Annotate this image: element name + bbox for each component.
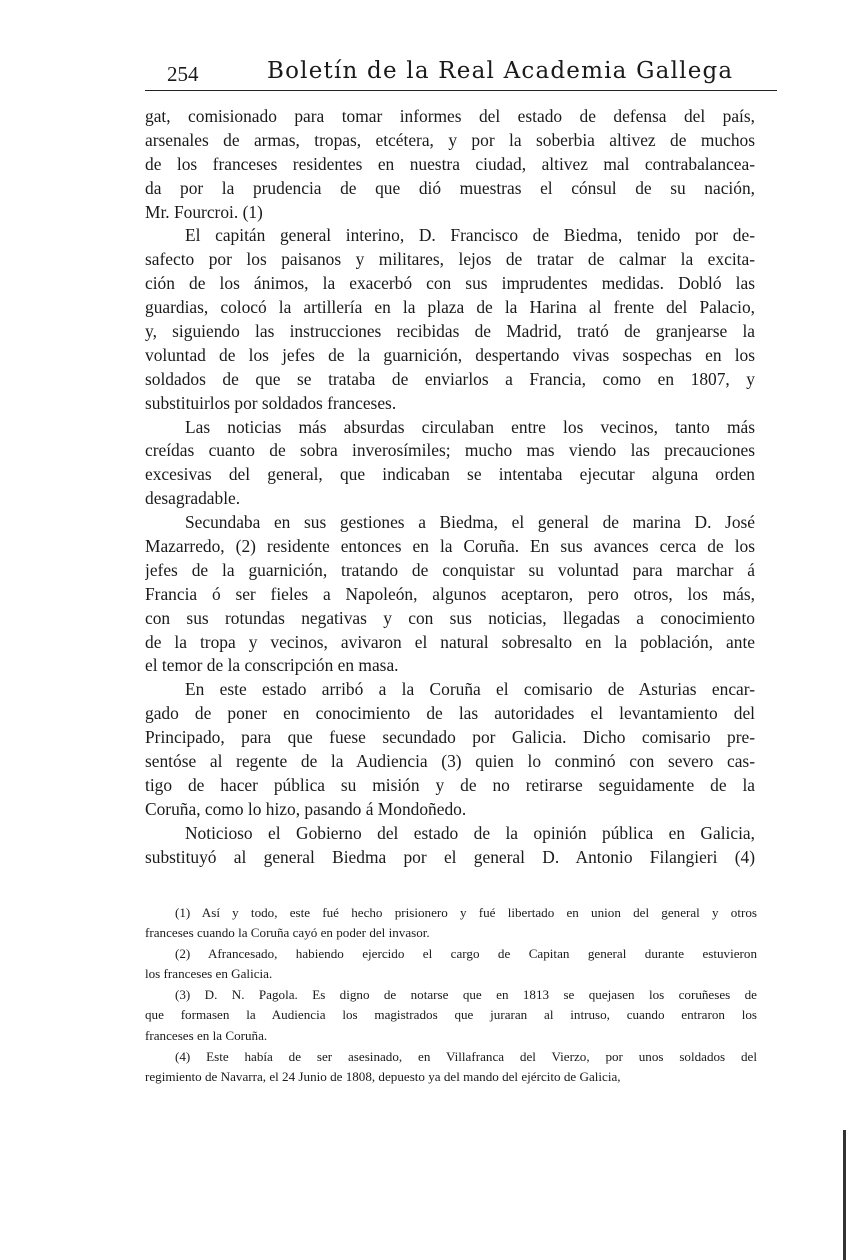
body-line: substituirlos por soldados franceses.	[145, 392, 397, 413]
body-line: guardias, colocó la artillería en la plaza de la Harina al frente del Palacio,	[145, 297, 755, 318]
footnote-4: (4) Este había de ser asesinado, en Villafranca del Vierzo, por unos soldados del	[175, 1048, 757, 1064]
page-number: 254	[167, 62, 199, 86]
body-line: con sus rotundas negativas y con sus noticias, llegadas a conocimiento	[145, 607, 755, 628]
body-line: Secundaba en sus gestiones a Biedma, el general de marina D. José	[185, 512, 755, 533]
body-line: da por la prudencia de que dió muestras el cónsul de su nación,	[145, 177, 755, 198]
body-line: ción de los ánimos, la exacerbó con sus imprudentes medidas. Dobló las	[145, 273, 755, 294]
footnote-2: (2) Afrancesado, habiendo ejercido el cargo de Capitan general durante estuvieron	[175, 946, 757, 962]
margin-rule	[843, 1130, 846, 1260]
body-line: desagradable.	[145, 488, 241, 509]
running-title: Boletín de la Real Academia Gallega	[267, 58, 734, 84]
body-line: jefes de la guarnición, tratando de conquistar su voluntad para marchar á	[145, 559, 755, 580]
footnotes	[145, 903, 757, 1087]
body-line: En este estado arribó a la Coruña el comisario de Asturias encar-	[185, 679, 755, 700]
body-line: de la tropa y vecinos, avivaron el natural sobresalto en la población, ante	[145, 631, 755, 652]
footnote-2-cont: los franceses en Galicia.	[145, 966, 273, 982]
body-line: gat, comisionado para tomar informes del estado de defensa del país,	[145, 106, 755, 126]
body-line: creídas cuanto de sobra inverosímiles; mucho mas viendo las precauciones	[145, 440, 755, 461]
body-line: soldados de que se trataba de enviarlos a Francia, como en 1807, y	[145, 368, 755, 389]
body-line: Francia ó ser fieles a Napoleón, algunos aceptaron, pero otros, los más,	[145, 583, 755, 604]
body-line: gado de poner en conocimiento de las autoridades el levantamiento del	[145, 703, 755, 724]
body-line: arsenales de armas, tropas, etcétera, y por la soberbia altivez de muchos	[145, 129, 755, 150]
body-line: Noticioso el Gobierno del estado de la opinión pública en Galicia,	[185, 822, 755, 843]
footnote-4-cont: regimiento de Navarra, el 24 Junio de 1808, depuesto ya del mando del ejército de Galicia,	[145, 1068, 621, 1084]
body-line: el temor de la conscripción en masa.	[145, 655, 399, 676]
body-line: excesivas del general, que indicaban se intentaba ejecutar alguna orden	[145, 464, 755, 485]
body-line: Coruña, como lo hizo, pasando á Mondoñedo.	[145, 798, 467, 819]
body-line: El capitán general interino, D. Francisco de Biedma, tenido por de-	[185, 225, 755, 246]
body-line: Mr. Fourcroi. (1)	[145, 201, 263, 222]
body-line: tigo de hacer pública su misión y de no retirarse seguidamente de la	[145, 774, 755, 795]
body-line: de los franceses residentes en nuestra ciudad, altivez mal contrabalancea-	[145, 153, 755, 174]
body-line: Principado, para que fuese secundado por Galicia. Dicho comisario pre-	[145, 727, 755, 748]
body-line: voluntad de los jefes de la guarnición, despertando vivas sospechas en los	[145, 344, 755, 365]
body-line: sentóse al regente de la Audiencia (3) quien lo conminó con severo cas-	[145, 751, 755, 772]
body-text	[145, 105, 755, 870]
footnote-3-cont: que formasen la Audiencia los magistrados que juraran al intruso, cuando entraron los	[145, 1007, 757, 1023]
footnote-3-cont: franceses en la Coruña.	[145, 1027, 268, 1043]
body-line: substituyó al general Biedma por el general D. Antonio Filangieri (4)	[145, 846, 755, 867]
footnote-1: (1) Así y todo, este fué hecho prisionero y fué libertado en union del general y otros	[175, 905, 757, 920]
page-header	[145, 58, 777, 91]
body-line: y, siguiendo las instrucciones recibidas de Madrid, trató de granjearse la	[145, 321, 755, 342]
body-line: Mazarredo, (2) residente entonces en la Coruña. En sus avances cerca de los	[145, 536, 755, 557]
footnote-1-cont: franceses cuando la Coruña cayó en poder del invasor.	[145, 925, 430, 941]
body-line: Las noticias más absurdas circulaban entre los vecinos, tanto más	[185, 416, 755, 437]
body-line: safecto por los paisanos y militares, lejos de tratar de calmar la excita-	[145, 249, 755, 270]
footnote-3: (3) D. N. Pagola. Es digno de notarse que en 1813 se quejasen los coruñeses de	[175, 987, 757, 1003]
